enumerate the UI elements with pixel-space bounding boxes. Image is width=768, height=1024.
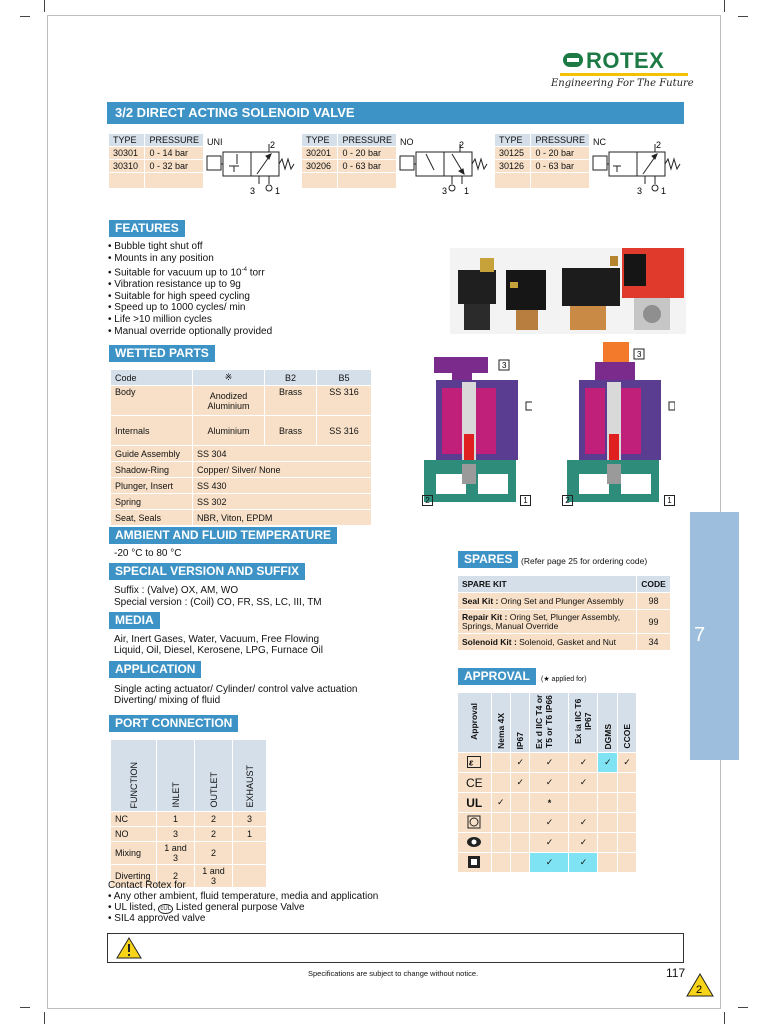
contact-line: • UL listed, cUL Listed general purpose Valve [108, 902, 305, 913]
features-heading: FEATURES [109, 220, 185, 237]
suffix-nc: NC [593, 137, 606, 147]
port-cell [233, 842, 267, 865]
approval-cell [598, 853, 618, 873]
spares-table [457, 575, 671, 651]
port-cell: 2 [195, 842, 233, 865]
material-std: Anodized Aluminium [193, 386, 265, 416]
approval-cell: ✓ [618, 753, 637, 773]
ambient-text: -20 °C to 80 °C [114, 548, 182, 559]
approval-cell [598, 773, 618, 793]
approval-cell: ✓ [491, 793, 510, 813]
gost-mark-icon [466, 836, 482, 848]
part-name: Body [111, 386, 193, 416]
special-suffix-text: Suffix : (Valve) OX, AM, WO [114, 585, 239, 596]
crop-mark [724, 0, 725, 12]
svg-text:3: 3 [637, 350, 642, 359]
material-b2: Brass [265, 386, 317, 416]
pressure-cell: 0 - 20 bar [531, 147, 590, 160]
port-cell: 2 [195, 827, 233, 842]
type-cell: 30201 [302, 147, 338, 160]
col-function: FUNCTION [128, 761, 139, 808]
svg-text:2: 2 [656, 140, 662, 150]
approval-cell: ✓ [530, 813, 569, 833]
crop-mark [20, 1007, 30, 1008]
contact-line: • Any other ambient, fluid temperature, media and application [108, 891, 379, 902]
spare-kit-code: 99 [637, 610, 671, 634]
port-cell: 2 [195, 812, 233, 827]
svg-text:2: 2 [459, 140, 465, 150]
approval-cell: ✓ [569, 813, 598, 833]
part-name: Seat, Seals [111, 510, 193, 526]
ambient-heading: AMBIENT AND FLUID TEMPERATURE [109, 527, 337, 544]
port-cell: NC [111, 812, 157, 827]
type-table-uni [108, 133, 204, 189]
svg-text:3: 3 [502, 361, 507, 370]
page-title: 3/2 DIRECT ACTING SOLENOID VALVE [107, 102, 684, 124]
part-name: Guide Assembly [111, 446, 193, 462]
feature-item: • Suitable for vacuum up to $10^{-4}$ torr [108, 266, 265, 278]
feature-item: • Suitable for high speed cycling [108, 290, 250, 302]
pressure-cell: 0 - 63 bar [338, 160, 397, 173]
port-label-box: 2 [422, 495, 433, 506]
atex-mark-icon [467, 756, 481, 768]
suffix-uni: UNI [207, 137, 223, 147]
svg-text:ε: ε [469, 757, 474, 767]
spare-kit-desc: Repair Kit : Oring Set, Plunger Assembly, Springs, Manual Override [458, 610, 637, 634]
part-material: SS 430 [193, 478, 372, 494]
wetted-parts-heading: WETTED PARTS [109, 345, 215, 362]
type-cell: 30310 [109, 160, 145, 173]
col-pressure: PRESSURE [338, 134, 397, 147]
approval-cell: ✓ [530, 853, 569, 873]
approval-cell: ✓ [530, 773, 569, 793]
approval-cell [618, 813, 637, 833]
port-cell: 1 and 3 [195, 865, 233, 888]
spare-kit-desc: Solenoid Kit : Solenoid, Gasket and Nut [458, 634, 637, 651]
spares-heading: SPARES [458, 551, 518, 568]
col-b2: B2 [265, 370, 317, 386]
approval-cell: ✓ [569, 853, 598, 873]
port-cell: 1 [233, 827, 267, 842]
media-line: Liquid, Oil, Diesel, Kerosene, LPG, Furnace Oil [114, 645, 323, 656]
valve-symbol-no-icon [398, 140, 490, 200]
type-cell: 30301 [109, 147, 145, 160]
svg-text:1: 1 [275, 186, 281, 196]
approval-note: (★ applied for) [541, 676, 587, 683]
rotex-logo [551, 48, 694, 96]
approval-cell: ✓ [530, 833, 569, 853]
page-badge-icon [686, 973, 714, 997]
product-photo [450, 248, 686, 334]
col-exd: Ex d IIC T4 or T5 or T6 IP66 [534, 694, 555, 749]
port-cell: 1 [157, 812, 195, 827]
spare-kit-code: 98 [637, 593, 671, 610]
iecex-mark-icon [467, 855, 481, 869]
approval-cell: * [530, 793, 569, 813]
feature-item: • Speed up to 1000 cycles/ min [108, 302, 246, 314]
part-material: Copper/ Silver/ None [193, 462, 372, 478]
logo-tagline: Engineering For The Future [551, 78, 694, 89]
approval-cell: ✓ [511, 773, 530, 793]
approval-cell: ✓ [569, 833, 598, 853]
port-cell: NO [111, 827, 157, 842]
col-type: TYPE [302, 134, 338, 147]
approval-cell [618, 773, 637, 793]
col-exia: Ex ia IIC T6 IP67 [573, 698, 594, 745]
crop-mark [20, 16, 30, 17]
port-label-box: 2 [562, 495, 573, 506]
approval-cell [511, 813, 530, 833]
type-table-nc [494, 133, 590, 189]
approval-cell [491, 833, 510, 853]
approval-cell [491, 753, 510, 773]
port-cell: 3 [157, 827, 195, 842]
col-ccoe: CCOE [622, 724, 632, 749]
approval-cell [511, 833, 530, 853]
col-pressure: PRESSURE [531, 134, 590, 147]
cross-section-right [565, 342, 675, 507]
type-cell: 30206 [302, 160, 338, 173]
approval-cell: ✓ [598, 753, 618, 773]
contact-line: Contact Rotex for [108, 880, 186, 891]
svg-text:1: 1 [464, 186, 470, 196]
valve-symbol-uni-icon [205, 140, 297, 200]
col-code: CODE [637, 576, 671, 593]
col-spare-kit: SPARE KIT [458, 576, 637, 593]
part-material: NBR, Viton, EPDM [193, 510, 372, 526]
col-type: TYPE [495, 134, 531, 147]
part-name: Spring [111, 494, 193, 510]
approval-heading: APPROVAL [458, 668, 536, 685]
feature-item: • Mounts in any position [108, 252, 214, 264]
port-cell: 1 and 3 [157, 842, 195, 865]
approval-cell [491, 773, 510, 793]
approval-cell: ✓ [511, 753, 530, 773]
approval-cell [618, 833, 637, 853]
feature-item: • Manual override optionally provided [108, 325, 273, 337]
spare-kit-desc: Seal Kit : Oring Set and Plunger Assembly [458, 593, 637, 610]
approval-cell: ✓ [569, 773, 598, 793]
application-heading: APPLICATION [109, 661, 201, 678]
crop-mark [738, 1007, 748, 1008]
pressure-cell: 0 - 20 bar [338, 147, 397, 160]
col-inlet: INLET [170, 782, 181, 808]
chapter-number: 7 [694, 624, 706, 646]
approval-cell [598, 833, 618, 853]
approval-cell [569, 793, 598, 813]
pressure-cell: 0 - 14 bar [145, 147, 204, 160]
col-ip67: IP67 [515, 731, 526, 749]
material-std: Aluminium [193, 416, 265, 446]
approval-cell [491, 853, 510, 873]
approval-cell [491, 813, 510, 833]
logo-text: ROTEX [586, 48, 665, 73]
port-cell: 2 [157, 865, 195, 888]
feature-item: • Vibration resistance up to 9g [108, 278, 241, 290]
approval-cell [511, 853, 530, 873]
media-heading: MEDIA [109, 612, 160, 629]
application-line: Single acting actuator/ Cylinder/ control valve actuation [114, 684, 358, 695]
port-connection-heading: PORT CONNECTION [109, 715, 238, 732]
material-b5: SS 316 [317, 416, 372, 446]
approval-cell: ✓ [530, 753, 569, 773]
type-table-no [301, 133, 397, 189]
special-version-text: Special version : (Coil) CO, FR, SS, LC, III, TM [114, 597, 322, 608]
approval-cell [618, 793, 637, 813]
svg-text:3: 3 [442, 186, 448, 196]
port-cell [233, 865, 267, 888]
feature-item: • Bubble tight shut off [108, 241, 203, 252]
warning-box [107, 933, 684, 963]
part-name: Plunger, Insert [111, 478, 193, 494]
cross-section-left [422, 342, 532, 507]
contact-line: • SIL4 approved valve [108, 913, 206, 924]
material-b2: Brass [265, 416, 317, 446]
col-code: Code [111, 370, 193, 386]
svg-text:2: 2 [270, 140, 276, 150]
chapter-tab [690, 512, 739, 760]
part-material: SS 302 [193, 494, 372, 510]
logo-bar [560, 73, 688, 76]
warning-icon [116, 937, 142, 959]
type-cell: 30126 [495, 160, 531, 173]
col-standard: ※ [193, 370, 265, 386]
svg-text:2: 2 [696, 984, 703, 996]
approval-cell [598, 813, 618, 833]
csa-mark-icon [467, 815, 481, 829]
material-b5: SS 316 [317, 386, 372, 416]
col-approval: Approval [469, 703, 480, 740]
approval-cell [618, 853, 637, 873]
media-line: Air, Inert Gases, Water, Vacuum, Free Flowing [114, 634, 320, 645]
svg-text:1: 1 [661, 186, 667, 196]
col-outlet: OUTLET [208, 772, 219, 808]
svg-text:3: 3 [250, 186, 256, 196]
pressure-cell: 0 - 32 bar [145, 160, 204, 173]
crop-mark [44, 0, 45, 12]
col-dgms: DGMS [602, 723, 613, 749]
footer-disclaimer: Specifications are subject to change without notice. [308, 969, 479, 978]
approval-cell: ✓ [569, 753, 598, 773]
spare-kit-code: 34 [637, 634, 671, 651]
wetted-parts-table [110, 369, 372, 526]
svg-text:3: 3 [637, 186, 643, 196]
valve-symbol-nc-icon [591, 140, 683, 200]
approval-cell [511, 793, 530, 813]
col-exhaust: EXHAUST [244, 765, 255, 808]
suffix-no: NO [400, 137, 414, 147]
crop-mark [724, 1012, 725, 1024]
port-cell: Diverting [111, 865, 157, 888]
col-type: TYPE [109, 134, 145, 147]
port-connection-table [110, 739, 267, 888]
special-version-heading: SPECIAL VERSION AND SUFFIX [109, 563, 305, 580]
crop-mark [44, 1012, 45, 1024]
ce-mark-icon: CE [458, 773, 492, 793]
cul-listed-icon: cUL [160, 906, 172, 912]
port-label-box: 1 [664, 495, 675, 506]
feature-item: • Life >10 million cycles [108, 314, 212, 326]
port-cell: Mixing [111, 842, 157, 865]
ul-mark-icon: UL [458, 793, 492, 813]
logo-mark-icon [562, 50, 584, 70]
col-pressure: PRESSURE [145, 134, 204, 147]
col-nema4x: Nema 4X [495, 713, 506, 749]
col-b5: B5 [317, 370, 372, 386]
approval-table [457, 692, 637, 873]
approval-cell [598, 793, 618, 813]
port-cell: 3 [233, 812, 267, 827]
features-list [108, 241, 272, 338]
pressure-cell: 0 - 63 bar [531, 160, 590, 173]
crop-mark [738, 16, 748, 17]
application-line: Diverting/ mixing of fluid [114, 695, 221, 706]
spares-note: (Refer page 25 for ordering code) [521, 556, 648, 566]
part-material: SS 304 [193, 446, 372, 462]
part-name: Internals [111, 416, 193, 446]
port-label-box: 1 [520, 495, 531, 506]
page-number: 117 [666, 966, 686, 980]
type-cell: 30125 [495, 147, 531, 160]
part-name: Shadow-Ring [111, 462, 193, 478]
